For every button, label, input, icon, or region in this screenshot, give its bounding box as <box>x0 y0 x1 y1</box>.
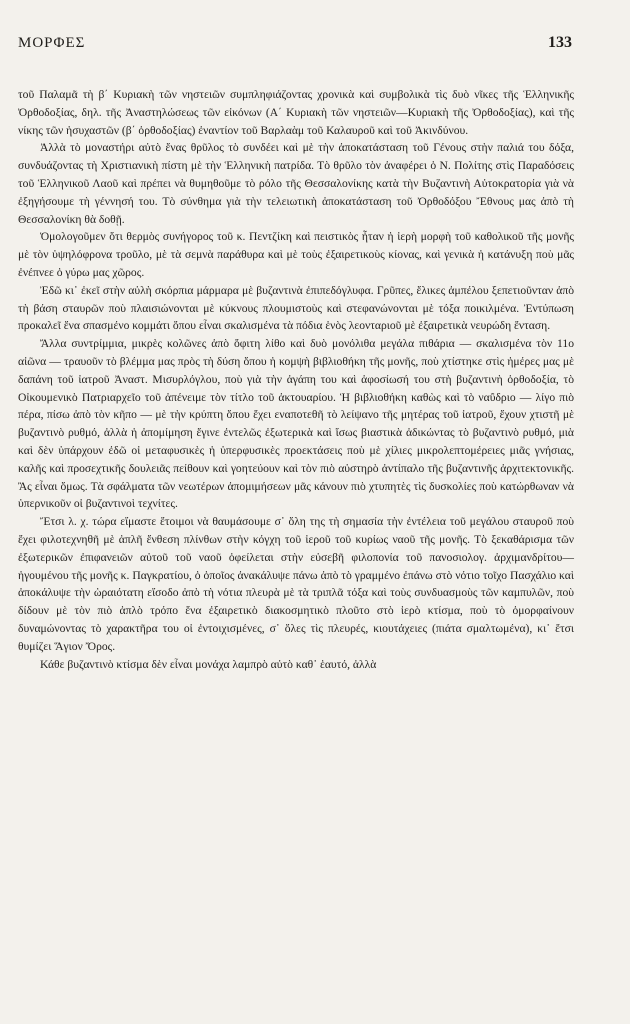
page-body <box>18 86 574 673</box>
paragraph: τοῦ Παλαμᾶ τὴ β΄ Κυριακὴ τῶν νηστειῶν συμπληφιάζοντας χρονικὰ καὶ συμβολικὰ τὶς δυὸ νῖκες τῆς Ἑλληνικῆς Ὀρθοδοξίας, δηλ. τῆς Ἀναστηλώσεως τῶν εἰκόνων (Α΄ Κυριακὴ τῶν νηστειῶν—Κυριακὴ τῆς Ὀρθοδοξίας), καὶ τῆς νίκης τῶν ἡσυχαστῶν (β΄ ὀρθοδοξίας) ἐναντίον τοῦ Βαρλαὰμ τοῦ Καλαυροῦ καὶ τοῦ Ἀκινδύνου. <box>18 88 574 137</box>
page-header <box>18 34 572 52</box>
paragraph: Ἔτσι λ. χ. τώρα εἴμαστε ἕτοιμοι νὰ θαυμάσουμε σ᾽ ὅλη της τὴ σημασία τὴν ἐντέλεια τοῦ μεγάλου σταυροῦ ποὺ ἔχει φιλοτεχνηθῆ μὲ ἁπλῆ ἔνθεση πλίνθων στὴν κόγχη τοῦ ἱεροῦ τοῦ κυρίως ναοῦ τῆς μονῆς. Τὸ ξεκαθάρισμα τῶν ἐξωτερικῶν ἐπιφανειῶν αὐτοῦ τοῦ ναοῦ ὀφείλεται στὴν εὐσεβῆ φιλοπονία τοῦ πανοσιολογ. ἀρχιμανδρίτου—ἡγουμένου τῆς μονῆς κ. Παγκρατίου, ὁ ὁποῖος ἀνακάλυψε πάνω ἀπὸ τὸ γραμμένο ἐπάνω στὸ νότιο τοῖχο Πασχάλιο καὶ ἀποκάλυψε τὴν ὡραιότατη εἴσοδο ἀπὸ τὴ νότια πλευρὰ μὲ τὰ τριπλᾶ τόξα καὶ τοὺς συνδυασμοὺς τῶν καμπυλῶν, ποὺ δίδουν μὲ τὸν πιὸ ἁπλὸ τρόπο ἕνα ἐξαιρετικὸ διακοσμητικὸ πλοῦτο στὸ ἱερὸ κτίσμα, ποὺ τὸ ὀμορφαίνουν δυναμώνοντας τὸ χαρακτῆρα του οἱ ἐντοιχισμένες, σ᾽ ὅλες τὶς πλευρές, κιουτάχειες (πιάτα σμαλτωμένα), κι᾽ ἔτσι θυμίζει Ἅγιον Ὄρος. <box>18 515 574 653</box>
page-number: 133 <box>548 34 572 51</box>
paragraph: Κάθε βυζαντινὸ κτίσμα δὲν εἶναι μονάχα λαμπρὸ αὐτὸ καθ᾽ ἑαυτό, ἀλλὰ <box>40 657 377 671</box>
paragraph: Ἐδῶ κι᾽ ἐκεῖ στὴν αὐλὴ σκόρπια μάρμαρα μὲ βυζαντινὰ ἐπιπεδόγλυφα. Γρῦπες, ἕλικες ἀμπέλου ξεπετιοῦνταν ἀπὸ τὴ βάση σταυρῶν ποὺ πλαισιώνονται μὲ κύκνους πλουμιστοὺς καὶ στεφανώνονται μὲ τόξα ποικιλμένα. Ἐντύπωση προκαλεῖ ἕνα σπασμένο κομμάτι ὅπου εἶναι σκαλισμένα τὰ πόδια ἑνὸς λεονταριοῦ μὲ ἐξαιρετικὰ νευρώδη ἔνταση. <box>18 283 574 333</box>
paragraph: Ὁμολογοῦμεν ὅτι θερμὸς συνήγορος τοῦ κ. Πεντζίκη καὶ πειστικὸς ἦταν ἡ ἱερὴ μορφὴ τοῦ καθολικοῦ τῆς μονῆς μὲ τὸν ὑψηλόφρονα τροῦλο, μὲ τὰ σεμνὰ παράθυρα καὶ μὲ τοὺς ἐξαιρετικοὺς κίονας, καὶ γενικὰ ἡ κατάνυξη ποὺ μᾶς ἐνέπνεε ὁ γύρω μας χῶρος. <box>18 230 574 279</box>
paragraph: Ἀλλὰ τὸ μοναστήρι αὐτὸ ἕνας θρῦλος τὸ συνδέει καὶ μὲ τὴν ἀποκατάσταση τοῦ Γένους στὴν παλιά του δόξα, συνδυάζοντας τὴ Χριστιανικὴ πίστη μὲ τὴν Ἑλληνικὴ πατρίδα. Τὸ θρῦλο τὸν ἀναφέρει ὁ Ν. Πολίτης στὶς Παραδόσεις τοῦ Ἑλληνικοῦ Λαοῦ καὶ πρέπει νὰ θυμηθοῦμε τὸ ρόλο τῆς Θεσσαλονίκης κατὰ τὴν Βυζαντινὴ Αὐτοκρατορία γιὰ νὰ ἐξηγήσουμε τὴ γέννησή του. Τὸ σύνθημα γιὰ τὴν τελειωτικὴ ἀποκατάσταση τοῦ Ὀρθοδόξου Ἔθνους μας ἀπὸ τὴ Θεσσαλονίκη θὰ δοθῇ. <box>18 141 574 226</box>
running-title: ΜΟΡΦΕΣ <box>18 35 86 51</box>
paragraph: Ἄλλα συντρίμμια, μικρὲς κολῶνες ἀπὸ ὄφιτη λίθο καὶ δυὸ μονόλιθα μεγάλα πιθάρια — σκαλισμένα τὸν 11ο αἰῶνα — τραυοῦν τὸ βλέμμα μας πρὸς τὴ δύση ὅπου ἡ κομψὴ βιβλιοθήκη τῆς μονῆς, ποὺ χτίστηκε στὶς ἡμέρες μας μὲ δαπάνη τοῦ ἰατροῦ Ἀναστ. Μισυρλόγλου, ποὺ γιὰ τὴν ἀγάπη του καὶ ἀφοσίωσή του στὴ βυζαντινὴ ὀρθοδοξία, τὸ Οἰκουμενικὸ Πατριαρχεῖο τοῦ ἀπένειμε τὸν τίτλο τοῦ ἀκτουαρίου. Ἡ βιβλιοθήκη καθὼς καὶ τὸ ναΰδριο — λίγο πιὸ πέρα, πίσω ἀπὸ τὸν κῆπο — μὲ τὴν κρύπτη ὅπου ἔχει εναποτεθῆ τὸ λείψανο τῆς μητέρας τοῦ ἰατροῦ, ἔχουν χτιστῆ μὲ βυζαντινὸ ρυθμό, ἀλλὰ ἡ ἀπομίμηση ἔγινε ἐντελῶς ἐξωτερικὰ καὶ ἴσως βιαστικὰ ἀδικώντας τὸ βυζαντινὸ ρυθμό, μιὰ καὶ δὲν ὑπάρχουν ἐδῶ οἱ μεταφυσικὲς ἡ ὑπερφυσικὲς προεκτάσεις ποὺ μὲ χίλιες μικρολεπτομέρειες μιᾶς γνήσιας, καλῆς καὶ προσεχτικῆς δουλειᾶς πείθουν καὶ γοητεύουν καὶ τὸν πιὸ αὐστηρὸ ἀντίπαλο τῆς βυζαντινῆς ἀρχιτεκτονικῆς. Ἂς εἶναι ὅμως. Τὰ σφάλματα τῶν νεωτέρων ἀπομιμήσεων μᾶς κάνουν πιὸ χτυπητὲς τὶς δυσκολίες ποὺ κατώρθωναν νὰ ὑπερνικοῦν οἱ βυζαντινοὶ τεχνίτες. <box>18 337 574 511</box>
